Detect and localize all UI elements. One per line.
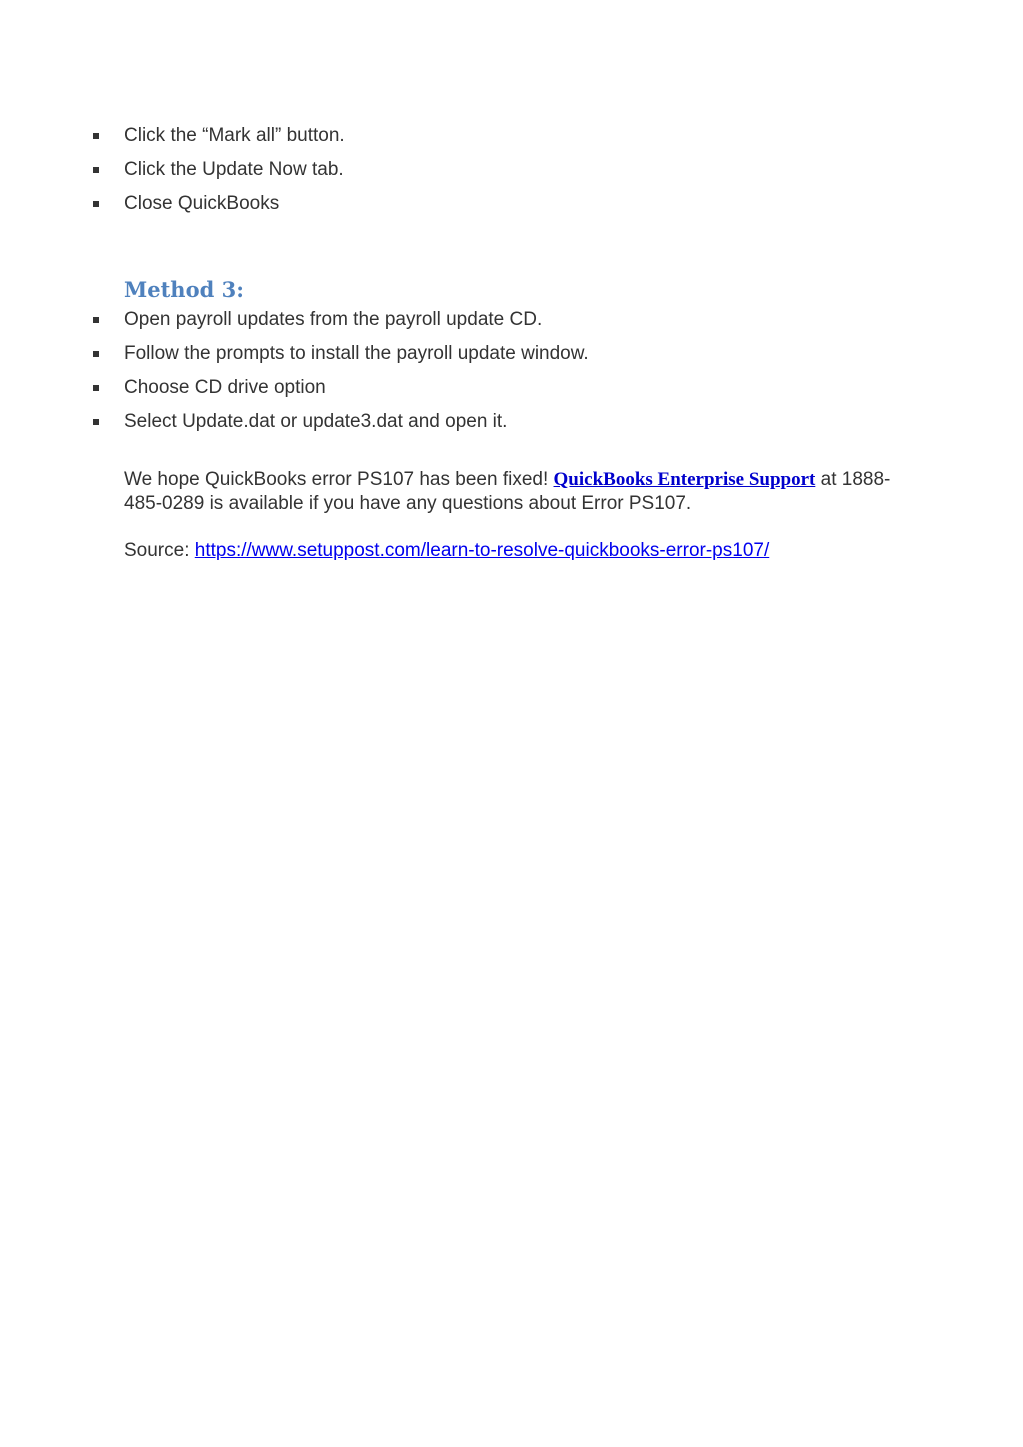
enterprise-support-link[interactable]: QuickBooks Enterprise Support [553,469,816,490]
list-item-text: Open payroll updates from the payroll update CD. [124,309,543,330]
list-item-text: Click the “Mark all” button. [124,125,345,146]
source-paragraph [124,539,924,563]
square-bullet-icon [93,201,99,207]
square-bullet-icon [93,419,99,425]
list-item-text: Click the Update Now tab. [124,159,344,180]
square-bullet-icon [93,167,99,173]
list-item-text: Follow the prompts to install the payroll update window. [124,343,589,364]
square-bullet-icon [93,351,99,357]
closing-paragraph [124,468,924,516]
source-label: Source: [124,540,195,561]
list-item-text: Choose CD drive option [124,377,326,398]
square-bullet-icon [93,317,99,323]
source-url-link[interactable]: https://www.setuppost.com/learn-to-resolve-quickbooks-error-ps107/ [194,540,770,561]
list-item-text: Close QuickBooks [124,193,280,214]
list-item-text: Select Update.dat or update3.dat and open it. [124,411,508,432]
square-bullet-icon [93,385,99,391]
method-3-heading: Method 3: [124,277,244,302]
closing-text-after: at 1888-485-0289 is available if you have any questions about Error PS107. [124,469,891,514]
square-bullet-icon [93,133,99,139]
closing-text-before: We hope QuickBooks error PS107 has been fixed! [124,469,554,490]
